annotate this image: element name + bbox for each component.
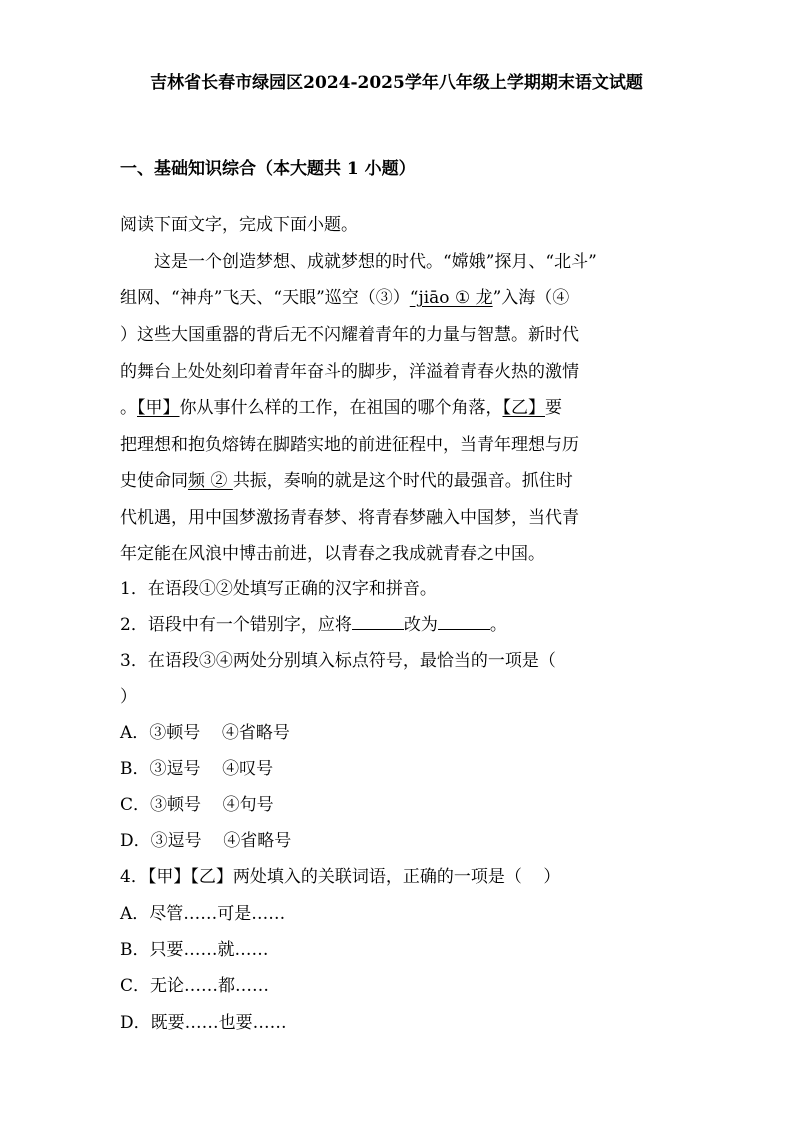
intro-text: 阅读下面文字，完成下面小题。 bbox=[120, 215, 358, 235]
passage-line-2-part-a: 组网、“神舟”飞天、“天眼”巡空（③） bbox=[120, 288, 410, 308]
question-4: 4．【甲】【乙】两处填入的关联词语，正确的一项是（ ） bbox=[120, 867, 561, 887]
passage-line-7-part-a: 史使命同 bbox=[120, 471, 188, 491]
answer-blank-correct-char[interactable] bbox=[438, 615, 490, 630]
passage-line-1: 这是一个创造梦想、成就梦想的时代。“嫦娥”探月、“北斗” bbox=[154, 252, 597, 272]
passage-line-6: 把理想和抱负熔铸在脚踏实地的前进征程中，当青年理想与历 bbox=[120, 435, 579, 455]
passage-line-2-part-b: ”入海（④ bbox=[492, 288, 570, 308]
q3-option-d[interactable]: D．③逗号 ④省略号 bbox=[120, 831, 292, 851]
passage-line-7 bbox=[120, 466, 573, 491]
answer-blank-wrong-char[interactable] bbox=[352, 615, 404, 630]
question-2-part-a: 2．语段中有一个错别字，应将 bbox=[120, 615, 352, 635]
q3-option-c[interactable]: C．③顿号 ④句号 bbox=[120, 795, 274, 815]
question-3: 3．在语段③④两处分别填入标点符号，最恰当的一项是（ bbox=[120, 651, 556, 671]
blank-jia: 【甲】 bbox=[137, 398, 180, 418]
blank-yi: 【乙】 bbox=[502, 398, 545, 418]
passage-line-8: 代机遇，用中国梦激扬青春梦、将青春梦融入中国梦，当代青 bbox=[120, 508, 579, 528]
passage-line-5-part-b: 你从事什么样的工作，在祖国的哪个角落， bbox=[179, 398, 503, 418]
q3-option-a[interactable]: A．③顿号 ④省略号 bbox=[120, 723, 290, 743]
question-2 bbox=[120, 610, 507, 635]
passage-line-2 bbox=[120, 283, 569, 308]
blank-2-pin: 频 ② bbox=[188, 471, 233, 491]
q4-option-d[interactable]: D．既要……也要…… bbox=[120, 1013, 287, 1033]
question-3-close-paren: ） bbox=[120, 687, 137, 707]
question-2-part-b: 改为 bbox=[403, 615, 438, 635]
q3-option-b[interactable]: B．③逗号 ④叹号 bbox=[120, 759, 274, 779]
passage-line-5 bbox=[120, 393, 562, 418]
question-1: 1．在语段①②处填写正确的汉字和拼音。 bbox=[120, 579, 437, 599]
passage-line-4: 的舞台上处处刻印着青年奋斗的脚步，洋溢着青春火热的激情 bbox=[120, 362, 579, 382]
section-heading: 一、基础知识综合（本大题共 1 小题） bbox=[120, 159, 416, 179]
document-title: 吉林省长春市绿园区2024-2025学年八年级上学期期末语文试题 bbox=[150, 73, 643, 93]
passage-line-5-part-a: 。 bbox=[120, 398, 137, 418]
passage-line-9: 年定能在风浪中博击前进，以青春之我成就青春之中国。 bbox=[120, 544, 545, 564]
passage-line-5-part-c: 要 bbox=[545, 398, 562, 418]
question-2-part-c: 。 bbox=[489, 615, 507, 635]
passage-line-3: ）这些大国重器的背后无不闪耀着青年的力量与智慧。新时代 bbox=[120, 325, 579, 345]
q4-option-a[interactable]: A．尽管……可是…… bbox=[120, 904, 286, 924]
q4-option-c[interactable]: C．无论……都…… bbox=[120, 976, 270, 996]
passage-line-7-part-b: 共振，奏响的就是这个时代的最强音。抓住时 bbox=[232, 471, 573, 491]
q4-option-b[interactable]: B．只要……就…… bbox=[120, 940, 269, 960]
blank-1-jiao: “jiāo ① 龙 bbox=[409, 288, 493, 308]
